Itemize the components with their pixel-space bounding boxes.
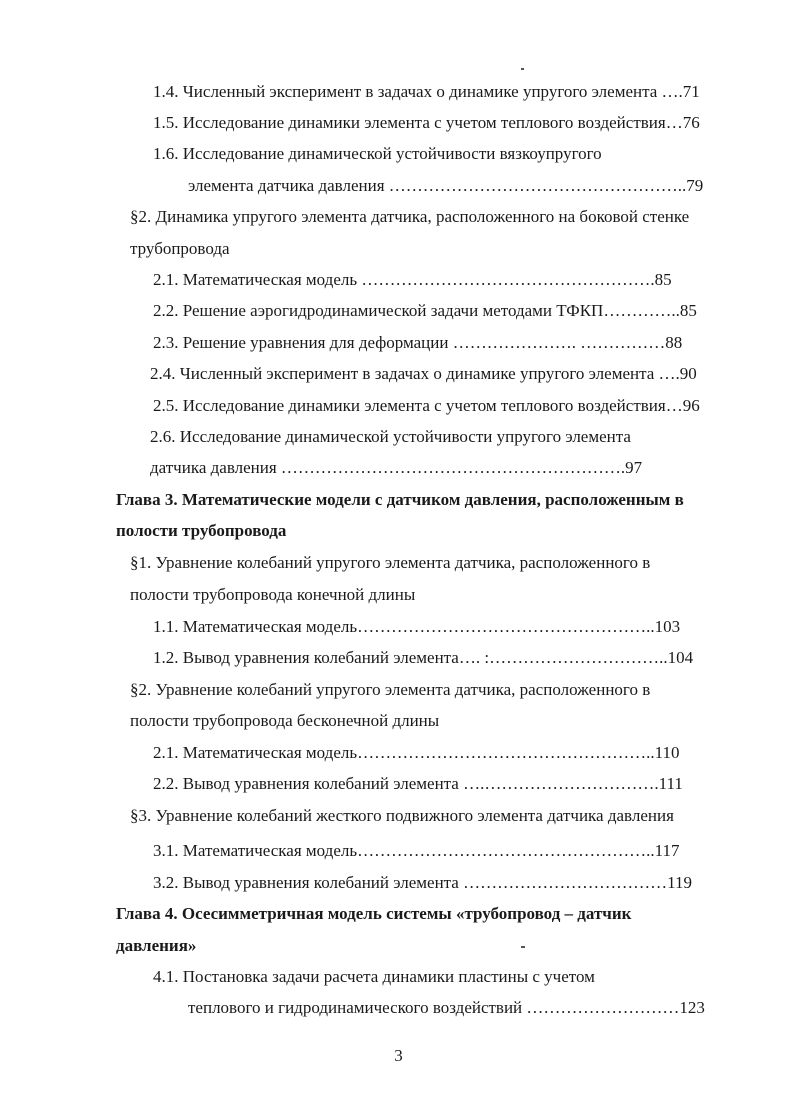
toc-line: §1. Уравнение колебаний упругого элемента датчика, расположенного в bbox=[130, 553, 651, 572]
toc-line: 2.2. Вывод уравнения колебаний элемента ….………………………….111 bbox=[153, 774, 683, 793]
page-number: 3 bbox=[394, 1046, 403, 1065]
toc-line: полости трубопровода бесконечной длины bbox=[130, 711, 440, 730]
toc-line: 4.1. Постановка задачи расчета динамики пластины с учетом bbox=[153, 967, 595, 986]
toc-line: 1.6. Исследование динамической устойчивости вязкоупругого bbox=[153, 144, 602, 163]
scan-speck bbox=[521, 68, 524, 70]
toc-line: §3. Уравнение колебаний жесткого подвижного элемента датчика давления bbox=[130, 806, 674, 825]
toc-line: датчика давления …………………………………………………….97 bbox=[150, 458, 643, 477]
toc-line: 2.1. Математическая модель……………………………………………..110 bbox=[153, 743, 680, 762]
toc-line: трубопровода bbox=[130, 239, 230, 258]
toc-line: 3.1. Математическая модель……………………………………………..117 bbox=[153, 841, 680, 860]
toc-line: 1.1. Математическая модель……………………………………………..103 bbox=[153, 617, 681, 636]
scan-speck bbox=[521, 946, 525, 948]
toc-line: 1.4. Численный эксперимент в задачах о динамике упругого элемента ….71 bbox=[153, 82, 700, 101]
chapter-heading: давления» bbox=[116, 936, 197, 955]
toc-line: элемента датчика давления ……………………………………………..79 bbox=[188, 176, 704, 195]
toc-line: 2.4. Численный эксперимент в задачах о динамике упругого элемента ….90 bbox=[150, 364, 697, 383]
toc-line: теплового и гидродинамического воздействий ………………………123 bbox=[188, 998, 705, 1017]
toc-line: полости трубопровода конечной длины bbox=[130, 585, 416, 604]
toc-line: 1.5. Исследование динамики элемента с учетом теплового воздействия…76 bbox=[153, 113, 700, 132]
toc-line: 3.2. Вывод уравнения колебаний элемента ………………………………119 bbox=[153, 873, 692, 892]
toc-line: §2. Динамика упругого элемента датчика, расположенного на боковой стенке bbox=[130, 207, 690, 226]
toc-line: 2.6. Исследование динамической устойчивости упругого элемента bbox=[150, 427, 631, 446]
toc-line: 2.2. Решение аэрогидродинамической задачи методами ТФКП…………..85 bbox=[153, 301, 697, 320]
toc-line: 2.1. Математическая модель …………………………………………….85 bbox=[153, 270, 672, 289]
toc-line: 2.3. Решение уравнения для деформации …………………. ……………88 bbox=[153, 333, 683, 352]
chapter-heading: Глава 3. Математические модели с датчиком давления, расположенным в bbox=[116, 490, 684, 509]
chapter-heading: Глава 4. Осесимметричная модель системы «трубопровод – датчик bbox=[116, 904, 632, 923]
toc-line: 1.2. Вывод уравнения колебаний элемента…. :…………………………..104 bbox=[153, 648, 694, 667]
toc-line: §2. Уравнение колебаний упругого элемента датчика, расположенного в bbox=[130, 680, 651, 699]
chapter-heading: полости трубопровода bbox=[116, 521, 287, 540]
toc-line: 2.5. Исследование динамики элемента с учетом теплового воздействия…96 bbox=[153, 396, 700, 415]
